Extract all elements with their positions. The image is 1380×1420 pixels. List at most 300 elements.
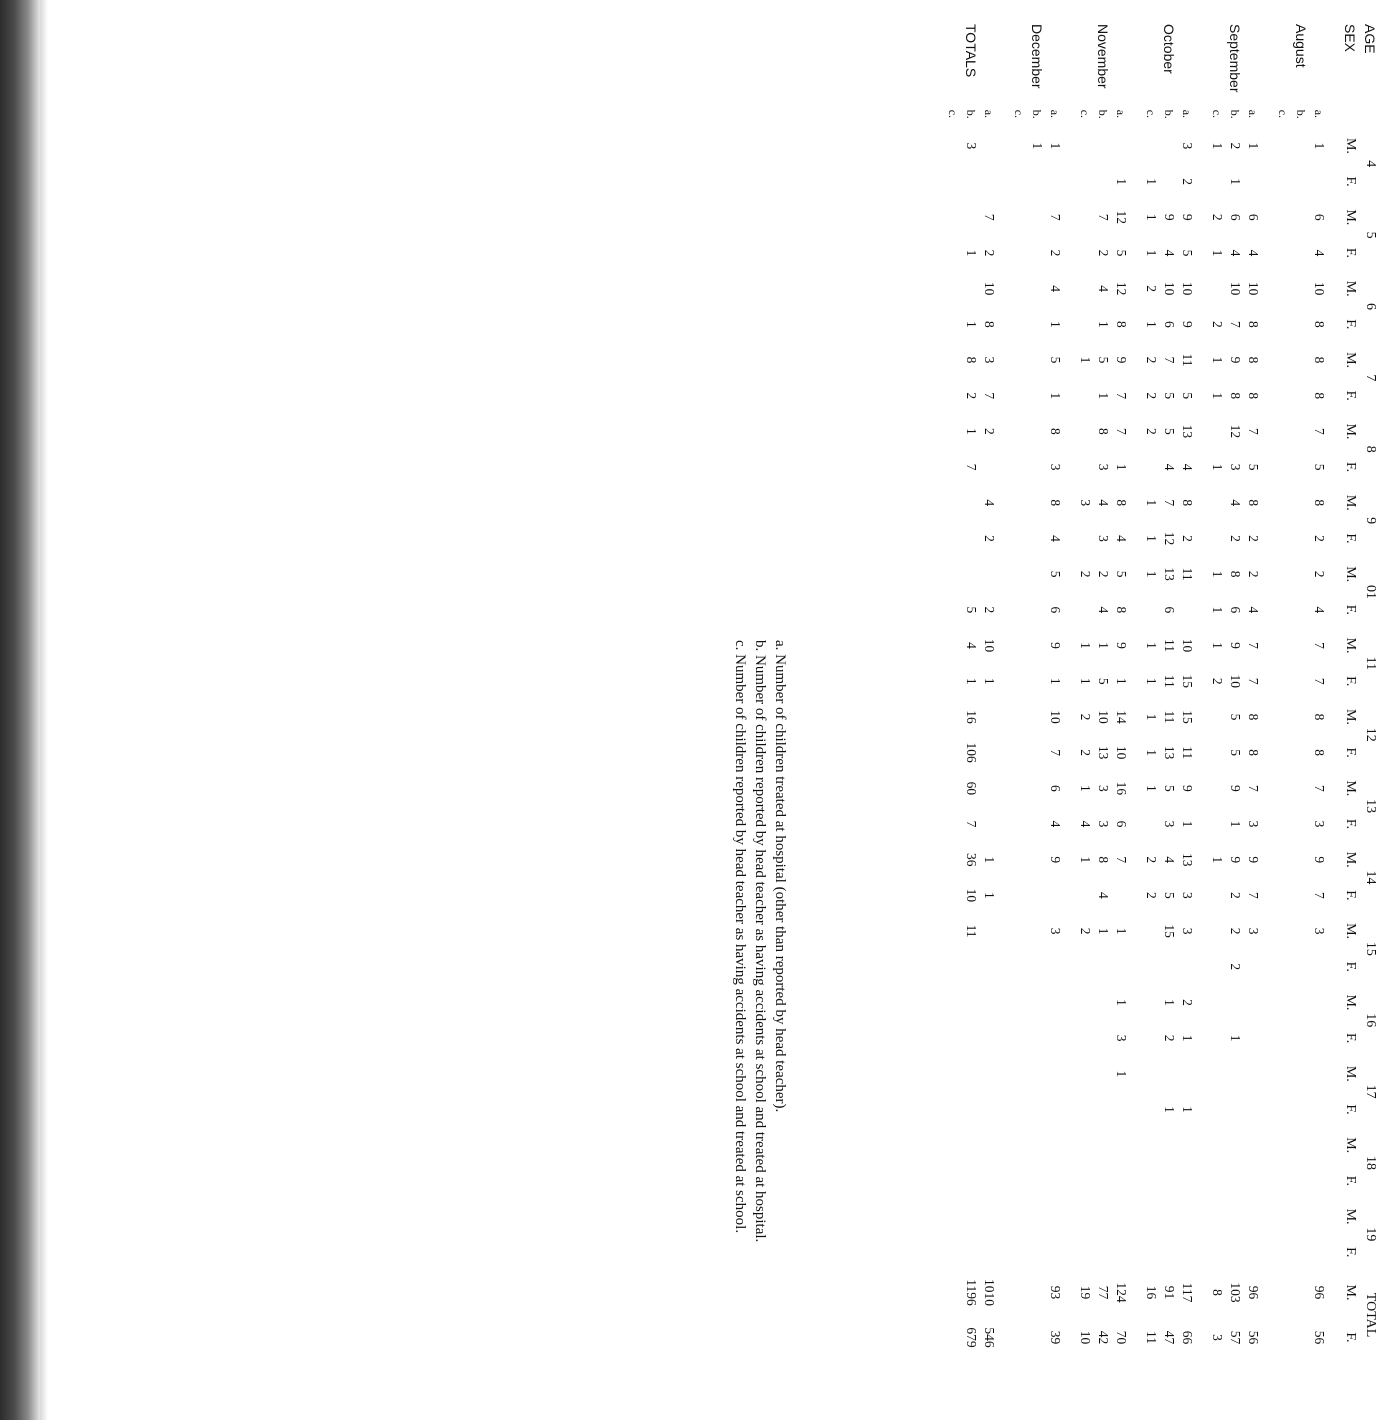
- table-cell: 8: [1096, 428, 1111, 435]
- table-cell: [1112, 1234, 1130, 1270]
- table-cell: 7: [1114, 428, 1129, 435]
- table-cell: [962, 199, 980, 235]
- table-cell: 2: [1312, 570, 1327, 578]
- table-cell: [1208, 1199, 1226, 1235]
- table-cell: 5: [1114, 249, 1129, 257]
- table-cell: 8: [1114, 606, 1129, 614]
- table-cell: [944, 1020, 962, 1056]
- table-cell: [1274, 842, 1292, 878]
- month-label: November: [1095, 24, 1111, 89]
- table-cell: 16: [964, 710, 979, 724]
- table-cell: 9: [1162, 213, 1177, 221]
- table-cell: 96: [1246, 1285, 1261, 1300]
- table-cell: 2: [1048, 249, 1063, 257]
- table-cell: [962, 1163, 980, 1199]
- table-cell: 9: [1228, 642, 1243, 649]
- sex-header: M.: [1343, 494, 1358, 511]
- table-cell: 1: [1114, 999, 1129, 1006]
- table-cell: [1028, 1270, 1046, 1315]
- table-cell: 1: [1048, 320, 1063, 328]
- table-cell: 4: [1096, 606, 1111, 614]
- table-cell: [1076, 949, 1094, 985]
- table-cell: 47: [1162, 1330, 1177, 1345]
- table-cell: 12: [1228, 424, 1243, 439]
- table-cell: [1208, 521, 1226, 557]
- table-cell: [944, 592, 962, 628]
- table-row: [1244, 20, 1262, 1360]
- table-cell: 3: [1096, 463, 1111, 471]
- table-cell: [1028, 449, 1046, 485]
- table-cell: [1208, 271, 1226, 307]
- table-cell: 3: [1048, 927, 1063, 935]
- table-cell: [962, 271, 980, 307]
- table-cell: [1208, 913, 1226, 949]
- table-cell: [1310, 1127, 1328, 1163]
- table-cell: 11: [964, 924, 979, 938]
- spacer-row: [1328, 20, 1340, 1360]
- table-cell: [980, 770, 998, 806]
- table-cell: 1: [1210, 642, 1225, 649]
- table-cell: [1028, 592, 1046, 628]
- table-cell: 3: [1096, 784, 1111, 792]
- table-cell: [1244, 1199, 1262, 1235]
- table-row: [1226, 20, 1244, 1360]
- category-letter: a.: [1312, 109, 1327, 119]
- table-cell: [1244, 949, 1262, 985]
- table-cell: 1: [982, 892, 997, 899]
- sex-header: F.: [1343, 1175, 1358, 1186]
- table-cell: 9: [1180, 784, 1195, 792]
- table-cell: [1028, 307, 1046, 343]
- table-cell: [1142, 985, 1160, 1021]
- table-cell: [1208, 699, 1226, 735]
- table-cell: 3: [1078, 499, 1093, 507]
- table-cell: 2: [1144, 392, 1159, 400]
- table-cell: [1292, 556, 1310, 592]
- table-cell: 6: [1162, 606, 1177, 614]
- table-cell: [1112, 128, 1130, 164]
- table-cell: 4: [1096, 499, 1111, 507]
- table-cell: [1274, 378, 1292, 414]
- table-cell: 1: [1078, 642, 1093, 649]
- table-cell: 2: [1228, 892, 1243, 899]
- table-cell: 124: [1114, 1282, 1129, 1303]
- table-cell: [1292, 1056, 1310, 1092]
- table-cell: [944, 1127, 962, 1163]
- table-cell: 9: [1228, 356, 1243, 364]
- table-cell: [1142, 913, 1160, 949]
- sex-header: F.: [1343, 319, 1358, 330]
- table-cell: 4: [1048, 535, 1063, 542]
- table-cell: [1010, 592, 1028, 628]
- table-cell: [1010, 164, 1028, 200]
- table-cell: [1274, 307, 1292, 343]
- table-cell: [1274, 199, 1292, 235]
- table-cell: 66: [1180, 1330, 1195, 1345]
- table-cell: 7: [982, 213, 997, 221]
- table-cell: [1178, 1199, 1196, 1235]
- accident-statistics-table: [944, 20, 1380, 1360]
- table-cell: [1292, 128, 1310, 164]
- table-cell: 1: [1114, 1070, 1129, 1078]
- table-cell: [962, 1056, 980, 1092]
- table-row: [1208, 20, 1226, 1360]
- table-cell: [1292, 449, 1310, 485]
- table-cell: [1142, 592, 1160, 628]
- table-cell: [1292, 1127, 1310, 1163]
- table-row: [1310, 20, 1328, 1360]
- table-cell: [1178, 592, 1196, 628]
- table-cell: 546: [982, 1327, 997, 1348]
- table-cell: 7: [1114, 856, 1129, 864]
- table-cell: [1244, 1056, 1262, 1092]
- table-cell: 11: [1162, 710, 1177, 724]
- table-cell: [1010, 521, 1028, 557]
- table-cell: 1196: [964, 1279, 979, 1306]
- table-cell: [1292, 342, 1310, 378]
- table-cell: [944, 878, 962, 914]
- table-cell: [1292, 878, 1310, 914]
- table-cell: 4: [1246, 606, 1261, 614]
- table-cell: [1142, 1234, 1160, 1270]
- age-group-header: 17: [1363, 1084, 1378, 1099]
- table-cell: [1208, 985, 1226, 1021]
- table-cell: [1028, 1056, 1046, 1092]
- table-cell: [1274, 556, 1292, 592]
- table-cell: [1010, 1270, 1028, 1315]
- table-cell: 15: [1180, 674, 1195, 688]
- table-cell: 3: [1246, 820, 1261, 828]
- table-cell: [1094, 949, 1112, 985]
- table-cell: [1274, 1315, 1292, 1360]
- sex-header: M.: [1343, 994, 1358, 1011]
- table-cell: [1010, 342, 1028, 378]
- table-cell: [1010, 1127, 1028, 1163]
- table-cell: [1208, 1234, 1226, 1270]
- table-cell: [944, 913, 962, 949]
- table-cell: [1160, 1127, 1178, 1163]
- table-cell: 1: [1228, 1034, 1243, 1042]
- table-cell: 1: [982, 677, 997, 685]
- table-cell: 7: [982, 392, 997, 400]
- table-cell: [1208, 485, 1226, 521]
- table-cell: [1274, 699, 1292, 735]
- table-cell: [944, 1315, 962, 1360]
- table-cell: [1292, 699, 1310, 735]
- table-cell: 1: [1144, 249, 1159, 257]
- month-label: [944, 20, 962, 108]
- table-cell: [1310, 1020, 1328, 1056]
- table-cell: [1274, 414, 1292, 450]
- table-cell: 9: [1048, 856, 1063, 864]
- table-cell: [1310, 985, 1328, 1021]
- table-cell: [1292, 271, 1310, 307]
- table-cell: [1028, 699, 1046, 735]
- table-cell: 8: [1246, 749, 1261, 756]
- table-cell: 9: [1312, 856, 1327, 864]
- spacer-row: [1064, 20, 1076, 1360]
- age-group-header: 8: [1363, 445, 1378, 453]
- age-group-header: 14: [1363, 870, 1378, 885]
- table-cell: 2: [1228, 142, 1243, 150]
- table-cell: 1: [1096, 642, 1111, 649]
- table-cell: [1010, 1199, 1028, 1235]
- sex-header: F.: [1343, 676, 1358, 687]
- table-cell: 7: [1312, 892, 1327, 899]
- table-cell: [1076, 235, 1094, 271]
- table-cell: 2: [982, 249, 997, 257]
- table-cell: [1046, 164, 1064, 200]
- table-cell: [1292, 663, 1310, 699]
- table-cell: [1028, 414, 1046, 450]
- table-cell: [1094, 1199, 1112, 1235]
- table-cell: 7: [1162, 499, 1177, 507]
- table-cell: [1160, 1234, 1178, 1270]
- table-cell: 91: [1162, 1285, 1177, 1300]
- table-cell: [1142, 949, 1160, 985]
- table-cell: 2: [1210, 677, 1225, 685]
- table-cell: 1: [1228, 820, 1243, 828]
- age-group-header: 9: [1363, 517, 1378, 525]
- table-cell: [1142, 1163, 1160, 1199]
- table-cell: 3: [1096, 820, 1111, 828]
- table-cell: [1274, 878, 1292, 914]
- sex-header: F.: [1343, 961, 1358, 972]
- table-cell: 10: [1180, 638, 1195, 653]
- table-cell: 2: [1078, 927, 1093, 935]
- table-row: [1142, 20, 1160, 1360]
- table-cell: [1178, 1163, 1196, 1199]
- table-cell: 2: [1246, 535, 1261, 542]
- spacer-cell: [1262, 20, 1274, 1360]
- spacer-row: [1130, 20, 1142, 1360]
- table-cell: 1: [1144, 749, 1159, 756]
- table-cell: 56: [1246, 1330, 1261, 1345]
- table-cell: [944, 1234, 962, 1270]
- age-group-header: 11: [1363, 656, 1378, 671]
- spacer-row: [1262, 20, 1274, 1360]
- table-cell: 1: [1180, 1106, 1195, 1113]
- table-cell: [1028, 913, 1046, 949]
- table-cell: [1274, 1270, 1292, 1315]
- table-cell: 1: [1114, 463, 1129, 471]
- table-cell: 4: [1180, 463, 1195, 471]
- table-cell: [1076, 164, 1094, 200]
- table-cell: 1: [1210, 463, 1225, 471]
- table-cell: [980, 1020, 998, 1056]
- table-cell: [1208, 949, 1226, 985]
- category-letter: a.: [1048, 109, 1063, 119]
- table-cell: [1160, 1056, 1178, 1092]
- table-cell: 6: [1312, 213, 1327, 221]
- table-cell: [1076, 271, 1094, 307]
- table-cell: [1208, 735, 1226, 771]
- table-cell: [962, 485, 980, 521]
- month-label: September: [1227, 24, 1243, 93]
- category-letter: a.: [1114, 109, 1129, 119]
- month-label: [1274, 20, 1292, 108]
- table-cell: 96: [1312, 1285, 1327, 1300]
- table-cell: [944, 1199, 962, 1235]
- category-letter: c.: [1144, 109, 1159, 119]
- table-cell: 2: [982, 535, 997, 542]
- table-cell: 11: [1144, 1330, 1159, 1344]
- table-cell: 12: [1114, 210, 1129, 225]
- age-group-header: 15: [1363, 941, 1378, 956]
- table-cell: 3: [982, 356, 997, 364]
- table-cell: 9: [1048, 642, 1063, 649]
- table-cell: 10: [1228, 674, 1243, 688]
- table-cell: 56: [1312, 1330, 1327, 1345]
- table-cell: [1010, 628, 1028, 664]
- table-cell: 3: [1096, 535, 1111, 542]
- table-cell: 1: [1144, 642, 1159, 649]
- table-cell: 103: [1228, 1282, 1243, 1303]
- table-cell: 9: [1180, 320, 1195, 328]
- table-cell: [1208, 878, 1226, 914]
- table-cell: [1028, 1199, 1046, 1235]
- month-label: TOTALS: [963, 24, 979, 78]
- table-cell: [1010, 1315, 1028, 1360]
- table-cell: [1292, 1092, 1310, 1128]
- table-row: [962, 20, 980, 1360]
- table-cell: [1292, 235, 1310, 271]
- table-cell: [1274, 1199, 1292, 1235]
- table-row: [1112, 20, 1130, 1360]
- table-cell: [1310, 1234, 1328, 1270]
- table-cell: [1010, 556, 1028, 592]
- table-cell: 1: [1048, 392, 1063, 400]
- category-letter: c.: [946, 109, 961, 119]
- sex-header: F.: [1343, 462, 1358, 473]
- table-cell: [1076, 521, 1094, 557]
- table-cell: [962, 1199, 980, 1235]
- table-cell: 1: [964, 320, 979, 328]
- table-cell: [944, 770, 962, 806]
- age-group-header: 16: [1363, 1013, 1378, 1028]
- table-cell: [1010, 128, 1028, 164]
- category-letter: b.: [1096, 109, 1111, 119]
- table-body: [944, 20, 1340, 1360]
- table-cell: 5: [1096, 356, 1111, 364]
- table-cell: 6: [1228, 213, 1243, 221]
- month-label: [1076, 20, 1094, 108]
- table-cell: 1: [1114, 677, 1129, 685]
- table-cell: 8: [1096, 856, 1111, 864]
- table-cell: 5: [1162, 784, 1177, 792]
- table-cell: [1160, 1199, 1178, 1235]
- table-cell: 1: [1096, 392, 1111, 400]
- category-letter: c.: [1078, 109, 1093, 119]
- table-cell: [962, 556, 980, 592]
- table-cell: 2: [1078, 713, 1093, 721]
- sex-header: F.: [1343, 533, 1358, 544]
- table-row: [1076, 20, 1094, 1360]
- table-cell: 7: [1096, 213, 1111, 221]
- category-letter: a.: [1180, 109, 1195, 119]
- table-cell: [1142, 128, 1160, 164]
- table-cell: [1010, 842, 1028, 878]
- table-cell: [1028, 1163, 1046, 1199]
- table-cell: [944, 342, 962, 378]
- table-cell: 8: [1312, 499, 1327, 507]
- table-cell: [1010, 378, 1028, 414]
- age-group-header: TOTAL: [1363, 1292, 1378, 1338]
- table-cell: 2: [1162, 1034, 1177, 1042]
- table-cell: 14: [1114, 710, 1129, 724]
- table-cell: [1292, 1020, 1310, 1056]
- table-cell: [1046, 1020, 1064, 1056]
- table-cell: 5: [1228, 749, 1243, 756]
- table-cell: 5: [1246, 463, 1261, 471]
- table-cell: [1292, 1199, 1310, 1235]
- table-cell: [1076, 378, 1094, 414]
- age-group-header: 6: [1363, 303, 1378, 311]
- table-cell: [962, 521, 980, 557]
- table-cell: [1094, 128, 1112, 164]
- table-cell: 8: [1312, 749, 1327, 756]
- table-cell: [1274, 735, 1292, 771]
- table-cell: [1028, 1234, 1046, 1270]
- table-cell: [1292, 1163, 1310, 1199]
- table-cell: [1028, 556, 1046, 592]
- table-row: [1274, 20, 1292, 1360]
- table-cell: [980, 735, 998, 771]
- sex-header: F.: [1343, 1247, 1358, 1258]
- table-cell: 8: [1312, 713, 1327, 721]
- table-cell: [1028, 985, 1046, 1021]
- table-cell: [1010, 199, 1028, 235]
- table-cell: [1028, 1315, 1046, 1360]
- table-cell: 5: [1228, 713, 1243, 721]
- table-cell: [1274, 1020, 1292, 1056]
- table-cell: [1274, 985, 1292, 1021]
- table-cell: 1: [982, 856, 997, 864]
- table-cell: [1310, 949, 1328, 985]
- table-cell: [1076, 1020, 1094, 1056]
- table-cell: 9: [1114, 356, 1129, 364]
- table-cell: 7: [1312, 642, 1327, 649]
- sex-header: M.: [1343, 566, 1358, 583]
- table-cell: [980, 556, 998, 592]
- table-cell: [1310, 1199, 1328, 1235]
- table-cell: [1274, 1234, 1292, 1270]
- table-cell: [1046, 949, 1064, 985]
- table-cell: [1028, 949, 1046, 985]
- table-cell: 8: [1312, 392, 1327, 400]
- table-cell: [1076, 307, 1094, 343]
- table-cell: [1292, 1270, 1310, 1315]
- table-cell: 12: [1114, 281, 1129, 296]
- table-cell: [1160, 128, 1178, 164]
- table-cell: [1274, 628, 1292, 664]
- category-letter: b.: [1030, 109, 1045, 119]
- table-cell: 19: [1078, 1285, 1093, 1300]
- table-cell: [1292, 913, 1310, 949]
- age-group-header: 12: [1363, 727, 1378, 742]
- table-cell: 3: [1312, 927, 1327, 935]
- table-cell: [1046, 878, 1064, 914]
- table-cell: 10: [1162, 281, 1177, 296]
- table-cell: [1010, 949, 1028, 985]
- table-row: [1178, 20, 1196, 1360]
- table-cell: 13: [1180, 424, 1195, 439]
- age-header-label: AGE: [1362, 24, 1378, 54]
- table-cell: 1: [1048, 142, 1063, 150]
- table-cell: [1292, 985, 1310, 1021]
- table-cell: [1094, 985, 1112, 1021]
- table-cell: [1292, 378, 1310, 414]
